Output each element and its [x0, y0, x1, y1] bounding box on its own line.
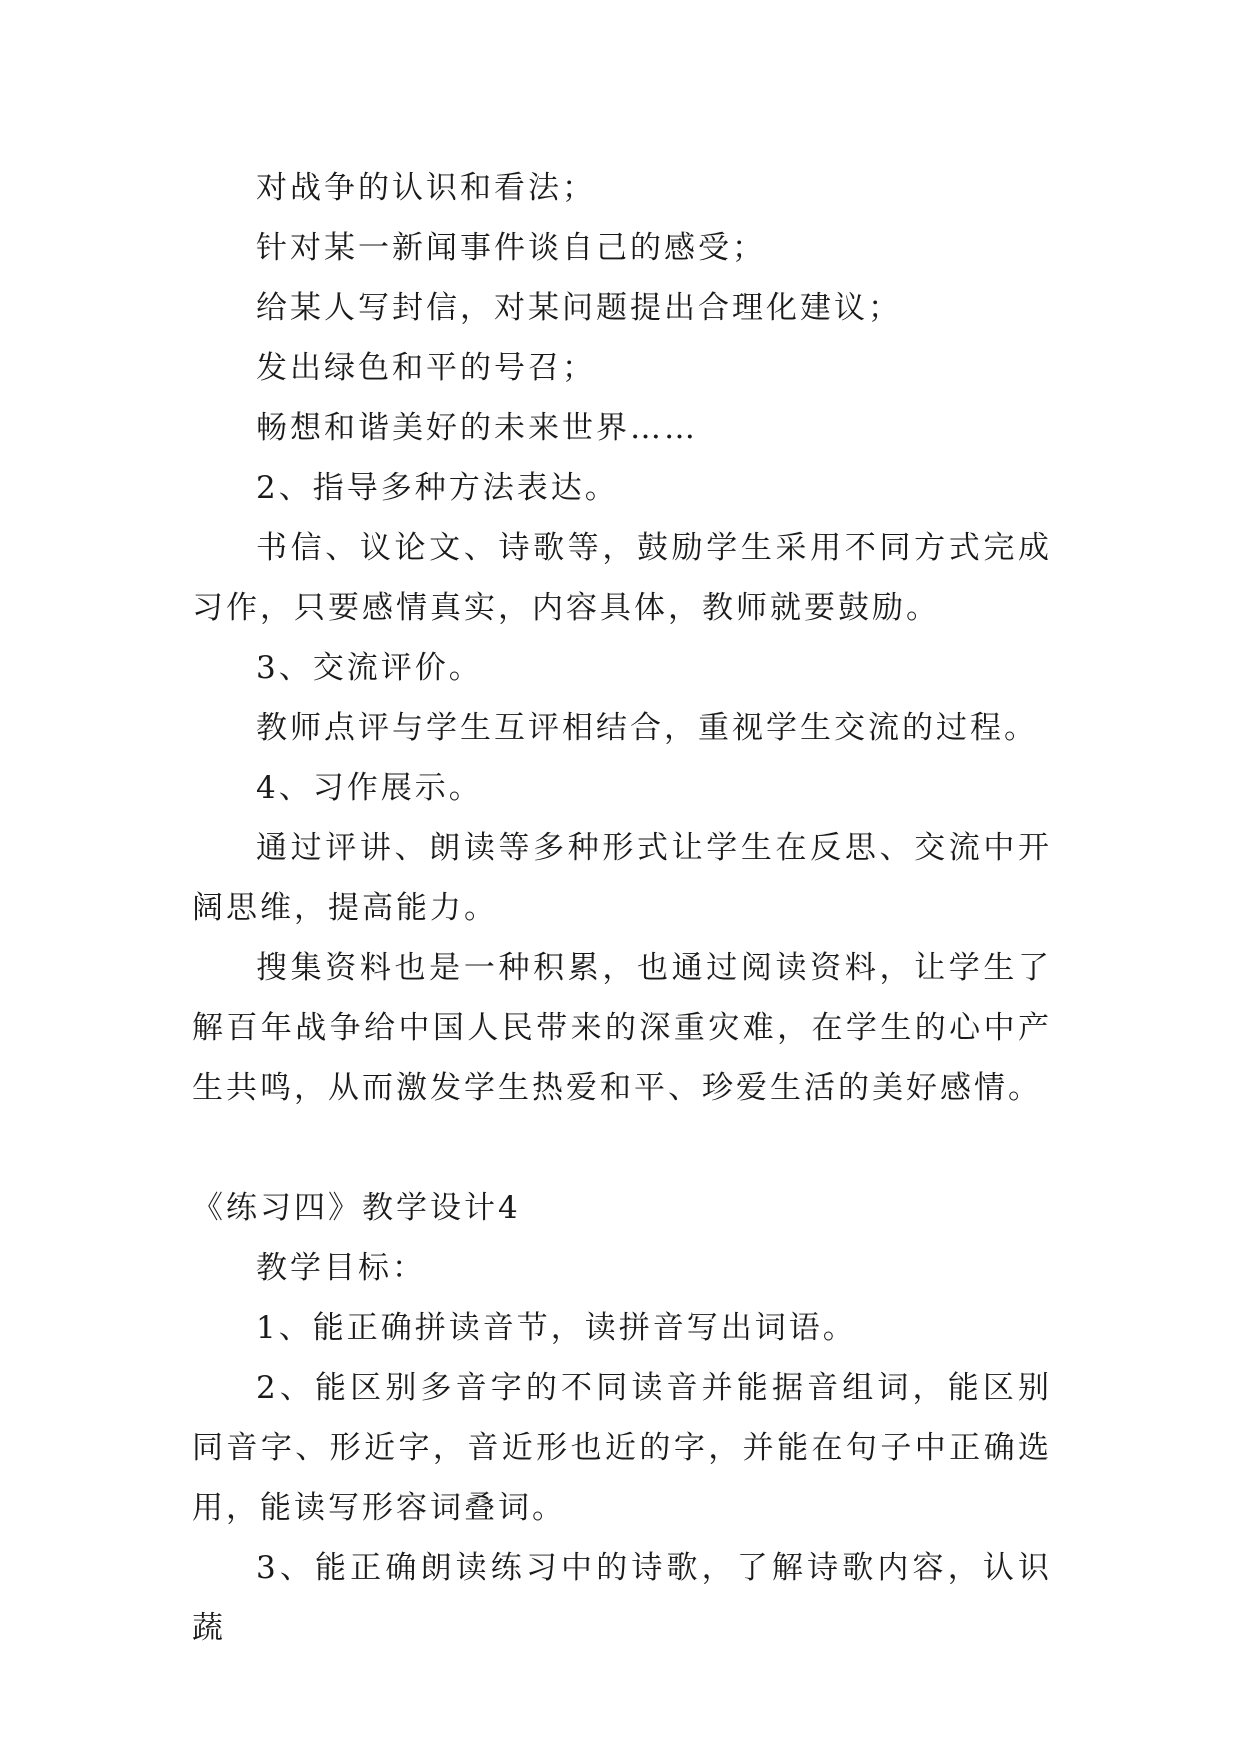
paragraph: 2、指导多种方法表达。 [256, 470, 619, 506]
document-body [192, 158, 1052, 1658]
paragraph: 4、习作展示。 [256, 770, 483, 806]
paragraph: 3、能正确朗读练习中的诗歌，了解诗歌内容，认识蔬 [192, 1550, 1052, 1646]
paragraph: 2、能区别多音字的不同读音并能据音组词，能区别同音字、形近字，音近形也近的字，并能在句子中正确选用，能读写形容词叠词。 [192, 1370, 1052, 1526]
paragraph: 畅想和谐美好的未来世界…… [256, 410, 698, 446]
paragraph: 1、能正确拼读音节，读拼音写出词语。 [256, 1310, 857, 1346]
paragraph: 发出绿色和平的号召； [256, 350, 596, 386]
paragraph: 书信、议论文、诗歌等，鼓励学生采用不同方式完成习作，只要感情真实，内容具体，教师就要鼓励。 [192, 530, 1052, 626]
paragraph: 通过评讲、朗读等多种形式让学生在反思、交流中开阔思维，提高能力。 [192, 830, 1052, 926]
section-spacer [192, 1118, 1052, 1178]
paragraph: 对战争的认识和看法； [256, 170, 596, 206]
paragraph: 教学目标： [256, 1250, 426, 1286]
paragraph: 给某人写封信，对某问题提出合理化建议； [256, 290, 902, 326]
section-title: 《练习四》教学设计4 [192, 1190, 521, 1226]
paragraph: 教师点评与学生互评相结合，重视学生交流的过程。 [256, 710, 1038, 746]
paragraph: 搜集资料也是一种积累，也通过阅读资料，让学生了解百年战争给中国人民带来的深重灾难，在学生的心中产生共鸣，从而激发学生热爱和平、珍爱生活的美好感情。 [192, 950, 1052, 1106]
paragraph: 3、交流评价。 [256, 650, 483, 686]
paragraph: 针对某一新闻事件谈自己的感受； [256, 230, 766, 266]
